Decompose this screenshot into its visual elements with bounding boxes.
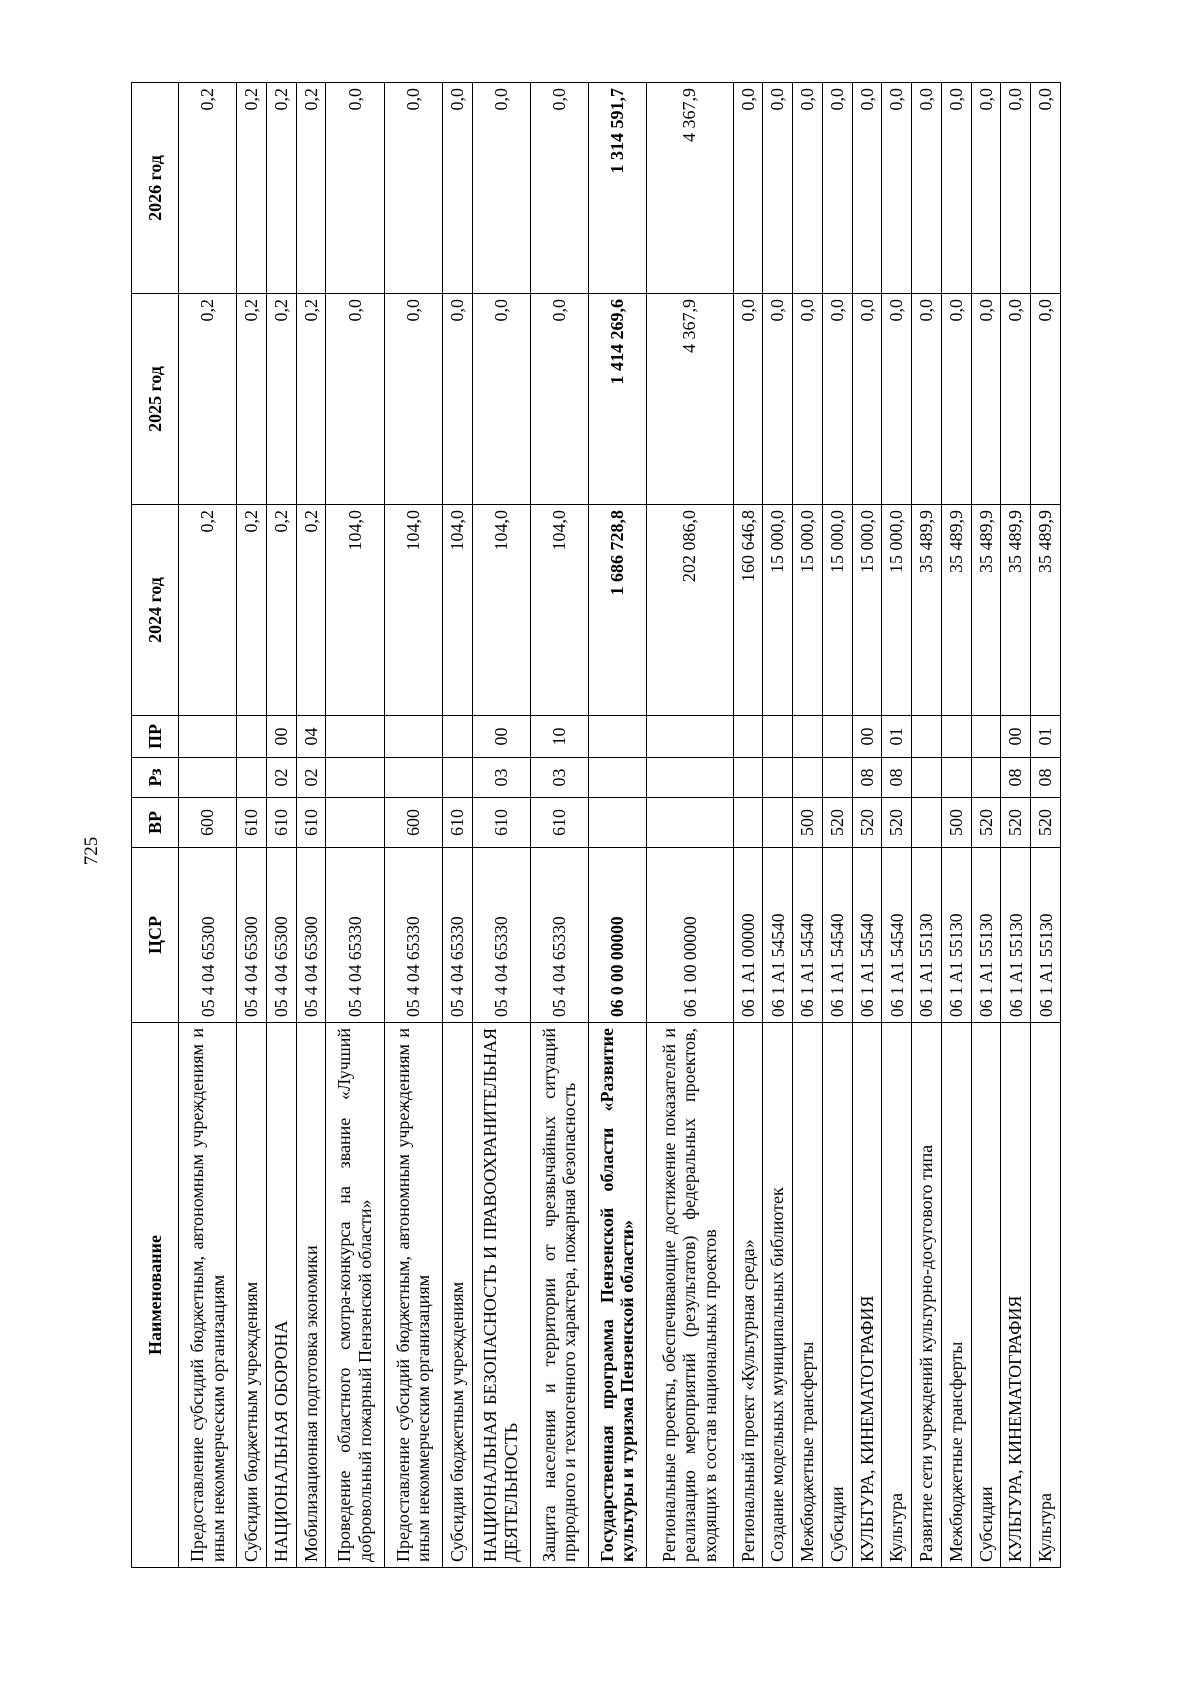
row-rz: 02	[266, 758, 296, 798]
table-row	[822, 83, 852, 1568]
row-2026: 0,0	[384, 83, 442, 294]
row-vr: 520	[882, 798, 912, 848]
row-2025: 0,0	[763, 294, 793, 505]
table-row	[882, 83, 912, 1568]
row-rz	[179, 758, 237, 798]
row-2026: 0,0	[852, 83, 882, 294]
row-2024: 104,0	[530, 505, 588, 716]
row-2024: 104,0	[326, 505, 384, 716]
row-rz	[384, 758, 442, 798]
row-name: Государственная программа Пензенской области «Развитие культуры и туризма Пензенской области»	[588, 1023, 646, 1568]
row-2024: 35 489,9	[1031, 505, 1061, 716]
row-2025: 0,0	[941, 294, 971, 505]
row-2024: 0,2	[179, 505, 237, 716]
row-2026: 0,0	[971, 83, 1001, 294]
row-vr: 520	[971, 798, 1001, 848]
row-name: Развитие сети учреждений культурно-досугового типа	[912, 1023, 942, 1568]
row-2025: 0,2	[266, 294, 296, 505]
row-pr	[326, 716, 384, 758]
row-rz: 03	[530, 758, 588, 798]
row-vr	[912, 798, 942, 848]
row-name: КУЛЬТУРА, КИНЕМАТОГРАФИЯ	[1001, 1023, 1031, 1568]
row-pr	[793, 716, 823, 758]
row-2025: 0,0	[326, 294, 384, 505]
table-row	[326, 83, 384, 1568]
table-row	[763, 83, 793, 1568]
row-rz	[793, 758, 823, 798]
row-2025: 0,0	[384, 294, 442, 505]
row-csr: 05 4 04 65330	[472, 848, 530, 1023]
table-row	[588, 83, 646, 1568]
row-2025: 0,0	[912, 294, 942, 505]
row-name: НАЦИОНАЛЬНАЯ ОБОРОНА	[266, 1023, 296, 1568]
row-name: Проведение областного смотра-конкурса на звание «Лучший добровольный пожарный Пензенской области»	[326, 1023, 384, 1568]
row-pr: 04	[296, 716, 326, 758]
row-rz	[237, 758, 267, 798]
row-csr: 05 4 04 65330	[442, 848, 472, 1023]
row-2026: 0,0	[822, 83, 852, 294]
row-2024: 35 489,9	[1001, 505, 1031, 716]
table-row	[912, 83, 942, 1568]
row-2026: 0,2	[179, 83, 237, 294]
row-name: Межбюджетные трансферты	[793, 1023, 823, 1568]
row-pr	[384, 716, 442, 758]
row-rz	[733, 758, 763, 798]
row-2025: 1 414 269,6	[588, 294, 646, 505]
row-vr: 610	[296, 798, 326, 848]
row-csr: 06 1 00 00000	[647, 848, 734, 1023]
row-vr: 520	[1031, 798, 1061, 848]
row-2025: 0,0	[793, 294, 823, 505]
header-2024: 2024 год	[132, 505, 179, 716]
row-name: Предоставление субсидий бюджетным, автономным учреждениям и иным некоммерческим организациям	[384, 1023, 442, 1568]
row-csr: 06 1 A1 54540	[852, 848, 882, 1023]
table-row	[733, 83, 763, 1568]
row-2024: 0,2	[296, 505, 326, 716]
row-name: Защита населения и территории от чрезвычайных ситуаций природного и техногенного характера, пожарная безопасность	[530, 1023, 588, 1568]
row-2024: 0,2	[266, 505, 296, 716]
row-name: КУЛЬТУРА, КИНЕМАТОГРАФИЯ	[852, 1023, 882, 1568]
table-row	[793, 83, 823, 1568]
table-row	[1001, 83, 1031, 1568]
row-csr: 06 0 00 00000	[588, 848, 646, 1023]
row-2024: 104,0	[384, 505, 442, 716]
row-csr: 05 4 04 65300	[237, 848, 267, 1023]
row-pr: 01	[1031, 716, 1061, 758]
row-vr: 610	[237, 798, 267, 848]
row-pr	[179, 716, 237, 758]
header-vr: ВР	[132, 798, 179, 848]
row-name: Субсидии бюджетным учреждениям	[442, 1023, 472, 1568]
row-2026: 0,2	[296, 83, 326, 294]
row-vr: 600	[384, 798, 442, 848]
table-row	[237, 83, 267, 1568]
row-2025: 0,0	[530, 294, 588, 505]
row-2025: 0,0	[822, 294, 852, 505]
row-2026: 0,0	[763, 83, 793, 294]
row-2026: 0,2	[237, 83, 267, 294]
row-2025: 0,2	[237, 294, 267, 505]
row-pr: 00	[1001, 716, 1031, 758]
row-vr: 610	[530, 798, 588, 848]
row-pr	[822, 716, 852, 758]
row-name: Межбюджетные трансферты	[941, 1023, 971, 1568]
row-rz	[588, 758, 646, 798]
row-rz	[326, 758, 384, 798]
row-csr: 06 1 A1 54540	[793, 848, 823, 1023]
row-2024: 15 000,0	[852, 505, 882, 716]
row-pr	[237, 716, 267, 758]
row-vr: 520	[852, 798, 882, 848]
table-row	[530, 83, 588, 1568]
table-row	[941, 83, 971, 1568]
row-2026: 0,2	[266, 83, 296, 294]
row-name: Субсидии	[822, 1023, 852, 1568]
row-vr: 500	[793, 798, 823, 848]
row-pr: 01	[882, 716, 912, 758]
row-vr: 500	[941, 798, 971, 848]
row-2025: 4 367,9	[647, 294, 734, 505]
page-number: 725	[81, 836, 102, 866]
row-name: Культура	[882, 1023, 912, 1568]
row-2025: 0,0	[733, 294, 763, 505]
row-2024: 104,0	[442, 505, 472, 716]
row-csr: 06 1 A1 55130	[1031, 848, 1061, 1023]
row-pr: 00	[266, 716, 296, 758]
row-2025: 0,2	[296, 294, 326, 505]
row-rz	[647, 758, 734, 798]
header-pr: ПР	[132, 716, 179, 758]
row-name: Создание модельных муниципальных библиотек	[763, 1023, 793, 1568]
row-csr: 06 1 A1 55130	[941, 848, 971, 1023]
row-2024: 1 686 728,8	[588, 505, 646, 716]
row-rz	[971, 758, 1001, 798]
row-vr	[588, 798, 646, 848]
row-2025: 0,0	[852, 294, 882, 505]
table-row	[852, 83, 882, 1568]
row-2026: 0,0	[941, 83, 971, 294]
row-2024: 15 000,0	[822, 505, 852, 716]
row-name: Предоставление субсидий бюджетным, автономным учреждениям и иным некоммерческим организациям	[179, 1023, 237, 1568]
row-pr	[912, 716, 942, 758]
row-2024: 35 489,9	[941, 505, 971, 716]
row-csr: 05 4 04 65300	[179, 848, 237, 1023]
row-rz: 08	[882, 758, 912, 798]
row-name: Субсидии бюджетным учреждениям	[237, 1023, 267, 1568]
row-csr: 06 1 A1 55130	[1001, 848, 1031, 1023]
row-rz	[912, 758, 942, 798]
row-csr: 05 4 04 65330	[530, 848, 588, 1023]
row-2024: 15 000,0	[882, 505, 912, 716]
table-row	[296, 83, 326, 1568]
budget-table	[131, 82, 1061, 1568]
row-2024: 202 086,0	[647, 505, 734, 716]
row-vr: 610	[442, 798, 472, 848]
row-csr: 06 1 A1 00000	[733, 848, 763, 1023]
row-pr: 10	[530, 716, 588, 758]
row-rz: 08	[852, 758, 882, 798]
row-2024: 15 000,0	[763, 505, 793, 716]
row-rz: 08	[1031, 758, 1061, 798]
row-2024: 35 489,9	[912, 505, 942, 716]
row-pr	[588, 716, 646, 758]
row-2026: 0,0	[530, 83, 588, 294]
row-pr	[442, 716, 472, 758]
row-2025: 0,0	[1001, 294, 1031, 505]
row-pr: 00	[852, 716, 882, 758]
row-2026: 0,0	[733, 83, 763, 294]
row-2025: 0,0	[442, 294, 472, 505]
row-2024: 15 000,0	[793, 505, 823, 716]
row-rz: 02	[296, 758, 326, 798]
row-2025: 0,0	[882, 294, 912, 505]
row-2026: 0,0	[793, 83, 823, 294]
row-csr: 05 4 04 65330	[384, 848, 442, 1023]
row-csr: 05 4 04 65330	[326, 848, 384, 1023]
row-2026: 0,0	[1031, 83, 1061, 294]
row-rz	[822, 758, 852, 798]
row-2026: 1 314 591,7	[588, 83, 646, 294]
row-rz: 03	[472, 758, 530, 798]
row-2025: 0,2	[179, 294, 237, 505]
table-row	[1031, 83, 1061, 1568]
row-rz	[941, 758, 971, 798]
table-row	[647, 83, 734, 1568]
row-name: Региональный проект «Культурная среда»	[733, 1023, 763, 1568]
row-pr	[647, 716, 734, 758]
header-2025: 2025 год	[132, 294, 179, 505]
row-name: Культура	[1031, 1023, 1061, 1568]
row-pr: 00	[472, 716, 530, 758]
row-csr: 06 1 A1 55130	[912, 848, 942, 1023]
table-row	[384, 83, 442, 1568]
row-pr	[941, 716, 971, 758]
rotated-table-container	[131, 83, 1061, 1568]
row-2024: 104,0	[472, 505, 530, 716]
table-body	[179, 83, 1061, 1568]
table-row	[971, 83, 1001, 1568]
row-name: Субсидии	[971, 1023, 1001, 1568]
header-name: Наименование	[132, 1023, 179, 1568]
row-name: Региональные проекты, обеспечивающие достижение показателей и реализацию мероприятий (результатов) федеральных проектов, входящих в состав национальных проектов	[647, 1023, 734, 1568]
row-2024: 35 489,9	[971, 505, 1001, 716]
row-vr	[763, 798, 793, 848]
row-rz	[763, 758, 793, 798]
row-vr	[326, 798, 384, 848]
row-name: НАЦИОНАЛЬНАЯ БЕЗОПАСНОСТЬ И ПРАВООХРАНИТЕЛЬНАЯ ДЕЯТЕЛЬНОСТЬ	[472, 1023, 530, 1568]
row-csr: 06 1 A1 55130	[971, 848, 1001, 1023]
row-vr: 520	[822, 798, 852, 848]
row-csr: 05 4 04 65300	[296, 848, 326, 1023]
row-2026: 0,0	[442, 83, 472, 294]
table-row	[442, 83, 472, 1568]
row-2026: 0,0	[1001, 83, 1031, 294]
row-csr: 05 4 04 65300	[266, 848, 296, 1023]
row-vr: 600	[179, 798, 237, 848]
row-pr	[763, 716, 793, 758]
row-2025: 0,0	[1031, 294, 1061, 505]
table-row	[472, 83, 530, 1568]
header-row	[132, 83, 179, 1568]
row-name: Мобилизационная подготовка экономики	[296, 1023, 326, 1568]
table-row	[179, 83, 237, 1568]
row-pr	[733, 716, 763, 758]
row-vr	[647, 798, 734, 848]
row-csr: 06 1 A1 54540	[882, 848, 912, 1023]
row-2025: 0,0	[971, 294, 1001, 505]
row-2026: 0,0	[326, 83, 384, 294]
table-row	[266, 83, 296, 1568]
row-2025: 0,0	[472, 294, 530, 505]
row-vr: 610	[472, 798, 530, 848]
row-2026: 0,0	[912, 83, 942, 294]
header-2026: 2026 год	[132, 83, 179, 294]
row-pr	[971, 716, 1001, 758]
header-csr: ЦСР	[132, 848, 179, 1023]
header-rz: Рз	[132, 758, 179, 798]
row-vr: 520	[1001, 798, 1031, 848]
row-rz	[442, 758, 472, 798]
row-csr: 06 1 A1 54540	[763, 848, 793, 1023]
row-2026: 4 367,9	[647, 83, 734, 294]
row-rz: 08	[1001, 758, 1031, 798]
row-2026: 0,0	[472, 83, 530, 294]
row-csr: 06 1 A1 54540	[822, 848, 852, 1023]
row-2024: 0,2	[237, 505, 267, 716]
row-2026: 0,0	[882, 83, 912, 294]
row-vr: 610	[266, 798, 296, 848]
row-vr	[733, 798, 763, 848]
row-2024: 160 646,8	[733, 505, 763, 716]
